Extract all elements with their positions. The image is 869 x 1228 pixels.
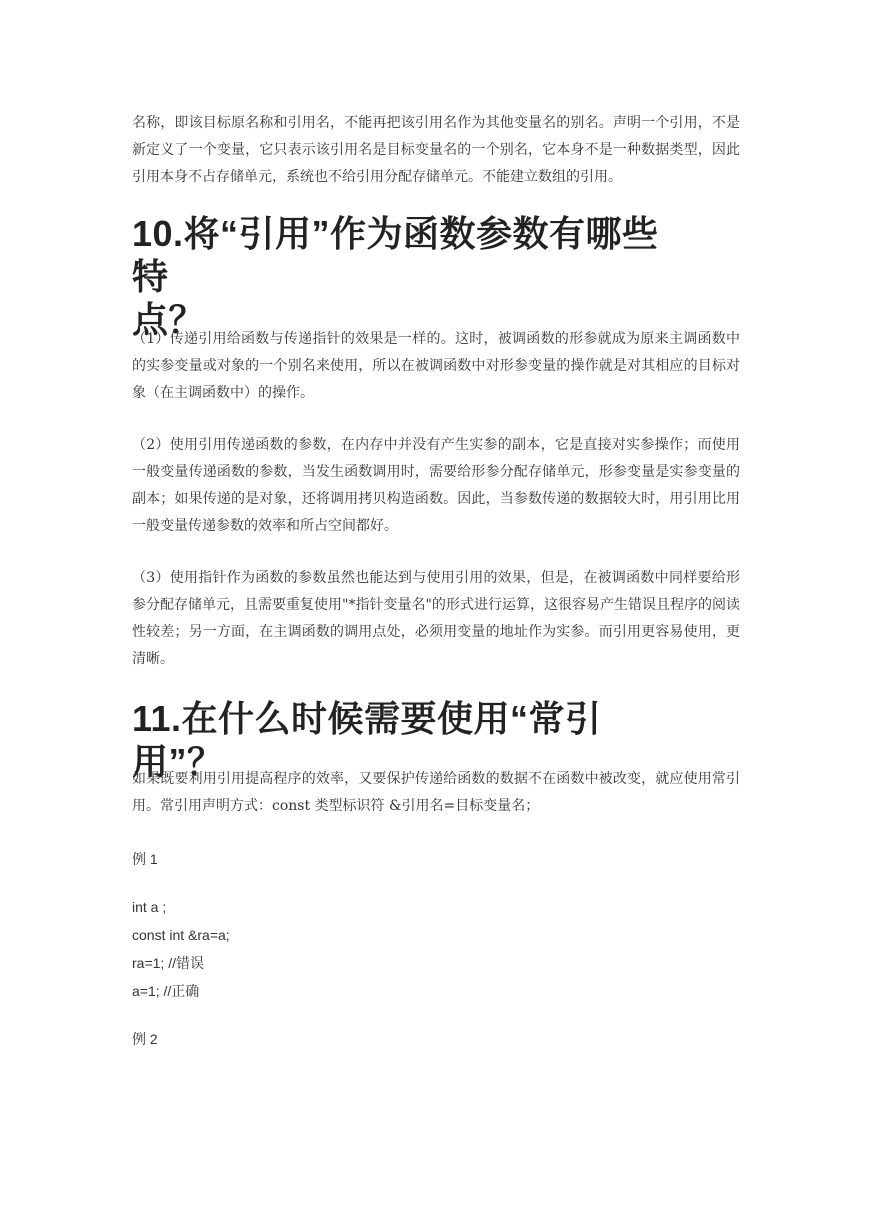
example-2-label: 例 2 (132, 1031, 158, 1047)
section-10-point-2: （2）使用引用传递函数的参数，在内存中并没有产生实参的副本，它是直接对实参操作；而使用一般变量传递函数的参数，当发生函数调用时，需要给形参分配存储单元，形参变量是实参变量的副本；如果传递的是对象，还将调用拷贝构造函数。因此，当参数传递的数据较大时，用引用比用一般变量传递参数的效率和所占空间都好。 (132, 437, 740, 534)
example-1-label: 例 1 (132, 851, 158, 867)
section-11-body: 如果既要利用引用提高程序的效率，又要保护传递给函数的数据不在函数中被改变，就应使用常引用。常引用声明方式：const 类型标识符 &引用名=目标变量名； (132, 771, 740, 814)
section-10-point-1: （1）传递引用给函数与传递指针的效果是一样的。这时，被调函数的形参就成为原来主调函数中的实参变量或对象的一个别名来使用，所以在被调函数中对形参变量的操作就是对其相应的目标对象（在主调函数中）的操作。 (132, 331, 740, 401)
intro-paragraph: 名称，即该目标原名称和引用名，不能再把该引用名作为其他变量名的别名。声明一个引用，不是新定义了一个变量，它只表示该引用名是目标变量名的一个别名，它本身不是一种数据类型，因此引用本身不占存储单元，系统也不给引用分配存储单元。不能建立数组的引用。 (132, 115, 740, 185)
code-line: ra=1; //错误 (132, 955, 204, 971)
section-10-heading-line2: 点？ (132, 299, 206, 340)
section-10-heading (132, 212, 692, 341)
section-11-heading: 11.在什么时候需要使用“常引用”？ (132, 698, 602, 782)
code-line: const int &ra=a; (132, 927, 230, 943)
section-10-point-3: （3）使用指针作为函数的参数虽然也能达到与使用引用的效果，但是，在被调函数中同样要给形参分配存储单元，且需要重复使用"*指针变量名"的形式进行运算，这很容易产生错误且程序的阅读性较差；另一方面，在主调函数的调用点处，必须用变量的地址作为实参。而引用更容易使用，更清晰。 (132, 570, 740, 667)
code-line: a=1; //正确 (132, 983, 200, 999)
section-10-heading-line1: 10.将“引用”作为函数参数有哪些特 (132, 213, 659, 297)
code-line: int a ; (132, 899, 167, 915)
